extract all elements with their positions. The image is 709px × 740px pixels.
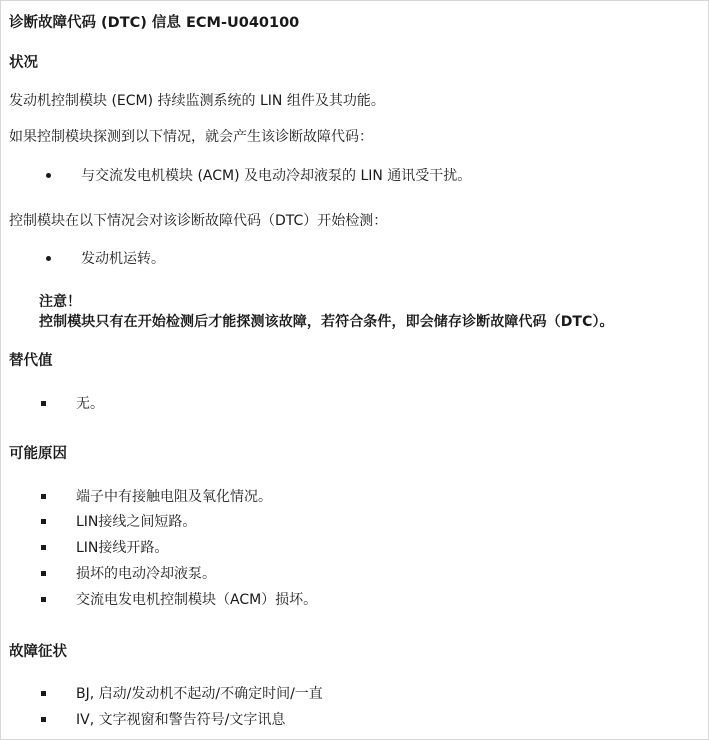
bullet-square <box>41 597 46 602</box>
status-paragraph-2: 如果控制模块探测到以下情况，就会产生该诊断故障代码： <box>9 129 373 145</box>
section-heading-causes: 可能原因 <box>9 446 67 462</box>
bullet-square <box>41 494 46 499</box>
list-item: LIN接线开路。 <box>76 540 169 556</box>
list-item: 发动机运转。 <box>81 251 165 267</box>
bullet-square <box>41 519 46 524</box>
section-heading-substitute: 替代值 <box>9 353 53 369</box>
list-item: IV, 文字视窗和警告符号/文字讯息 <box>76 712 286 728</box>
bullet-square <box>41 545 46 550</box>
bullet-square <box>41 717 46 722</box>
list-item: 与交流发电机模块 (ACM) 及电动冷却液泵的 LIN 通讯受干扰。 <box>81 168 472 184</box>
list-item: 损坏的电动冷却液泵。 <box>76 566 216 582</box>
bullet-dot <box>46 173 51 178</box>
list-item: 交流电发电机控制模块（ACM）损坏。 <box>76 592 318 608</box>
bullet-square <box>41 571 46 576</box>
section-heading-status: 状况 <box>9 55 38 71</box>
list-item: LIN接线之间短路。 <box>76 514 197 530</box>
document-title: 诊断故障代码 (DTC) 信息 ECM-U040100 <box>9 15 300 31</box>
bullet-square <box>41 401 46 406</box>
section-heading-symptoms: 故障征状 <box>9 644 67 660</box>
list-item: 端子中有接触电阻及氧化情况。 <box>76 489 272 505</box>
list-item: BJ, 启动/发动机不起动/不确定时间/一直 <box>76 686 323 702</box>
list-item: 无。 <box>76 396 104 412</box>
note-label: 注意！ <box>39 294 81 310</box>
note-text: 控制模块只有在开始检测后才能探测该故障，若符合条件，即会储存诊断故障代码（DTC）。 <box>39 314 614 330</box>
status-paragraph-3: 控制模块在以下情况会对该诊断故障代码（DTC）开始检测： <box>9 213 388 229</box>
bullet-square <box>41 691 46 696</box>
bullet-dot <box>46 256 51 261</box>
status-paragraph-1: 发动机控制模块 (ECM) 持续监测系统的 LIN 组件及其功能。 <box>9 93 385 109</box>
